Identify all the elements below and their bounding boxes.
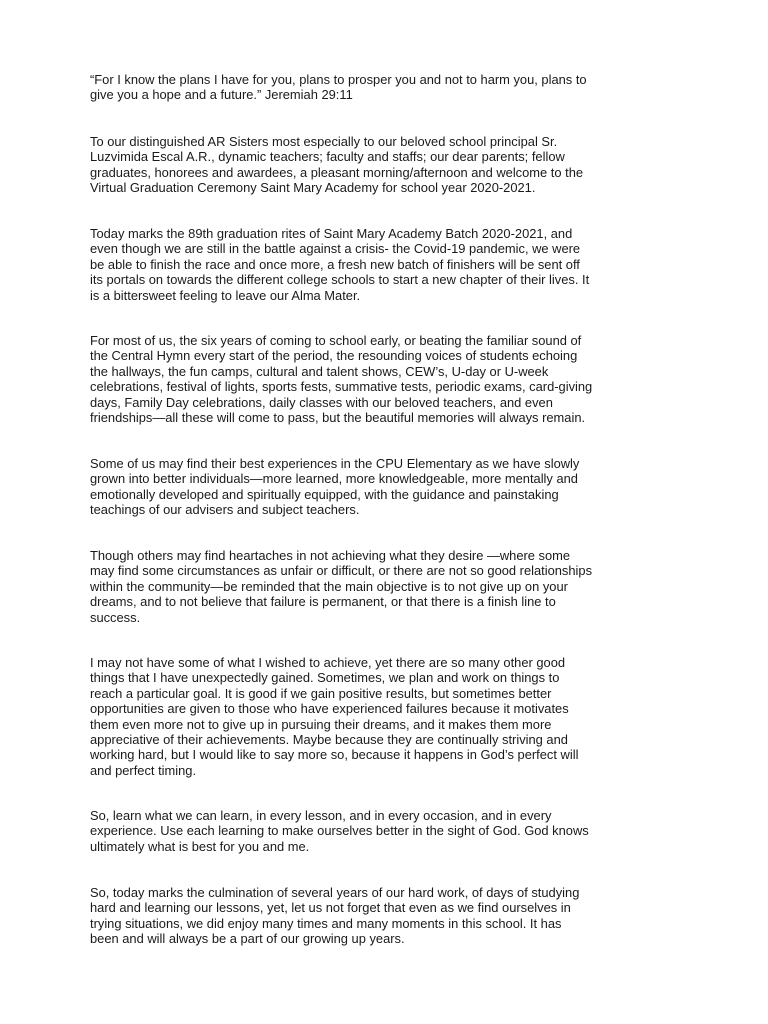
- paragraph-heartaches: Though others may find heartaches in not achieving what they desire —where some may find some circumstances as unfair or difficult, or there are not so good relationships within the community—be reminded that the main objective is to not give up on your dreams, and to not believe that failure is permanent, or that there is a finish line to success.: [90, 548, 593, 625]
- paragraph-scripture-quote: “For I know the plans I have for you, plans to prosper you and not to harm you, plans to give you a hope and a future.” Jeremiah 29:11: [90, 72, 587, 103]
- paragraph-best-experiences: Some of us may find their best experiences in the CPU Elementary as we have slowly grown into better individuals—more learned, more knowledgeable, more mentally and emotionally developed and spiritually equipped, with the guidance and painstaking teachings of our advisers and subject teachers.: [90, 456, 580, 518]
- paragraph-graduation-rites: Today marks the 89th graduation rites of Saint Mary Academy Batch 2020-2021, and even though we are still in the battle against a crisis- the Covid-19 pandemic, we were be able to finish the race and once more, a fresh new batch of finishers will be sent off its portals on towards the different college schools to start a new chapter of their lives. It is a bittersweet feeling to leave our Alma Mater.: [90, 226, 590, 303]
- paragraph-school-memories: For most of us, the six years of coming to school early, or beating the familiar sound of the Central Hymn every start of the period, the resounding voices of students echoing the hallways, the fun camps, cultural and talent shows, CEW’s, U-day or U-week celebrations, festival of lights, sports fests, summative tests, periodic exams, card-giving days, Family Day celebrations, daily classes with our beloved teachers, and even friendships—all these will come to pass, but the beautiful memories will always remain.: [90, 333, 593, 426]
- paragraph-culmination: So, today marks the culmination of several years of our hard work, of days of studying hard and learning our lessons, yet, let us not forget that even as we find ourselves in trying situations, we did enjoy many times and many moments in this school. It has been and will always be a part of our growing up years.: [90, 885, 580, 947]
- paragraph-learn-lessons: So, learn what we can learn, in every lesson, and in every occasion, and in every experience. Use each learning to make ourselves better in the sight of God. God knows ultimately what is best for you and me.: [90, 808, 589, 854]
- paragraph-salutation: To our distinguished AR Sisters most especially to our beloved school principal Sr. Luzvimida Escal A.R., dynamic teachers; faculty and staffs; our dear parents; fellow graduates, honorees and awardees, a pleasant morning/afternoon and welcome to the Virtual Graduation Ceremony Saint Mary Academy for school year 2020-2021.: [90, 134, 584, 196]
- paragraph-unexpected-gains: I may not have some of what I wished to achieve, yet there are so many other good things that I have unexpectedly gained. Sometimes, we plan and work on things to reach a particular goal. It is good if we gain positive results, but sometimes better opportunities are given to those who have experienced failures because it motivates them even more not to give up in pursuing their dreams, and it makes them more appreciative of their achievements. Maybe because they are continually striving and working hard, but I would like to say more so, because it happens in God’s perfect will and perfect timing.: [90, 655, 579, 778]
